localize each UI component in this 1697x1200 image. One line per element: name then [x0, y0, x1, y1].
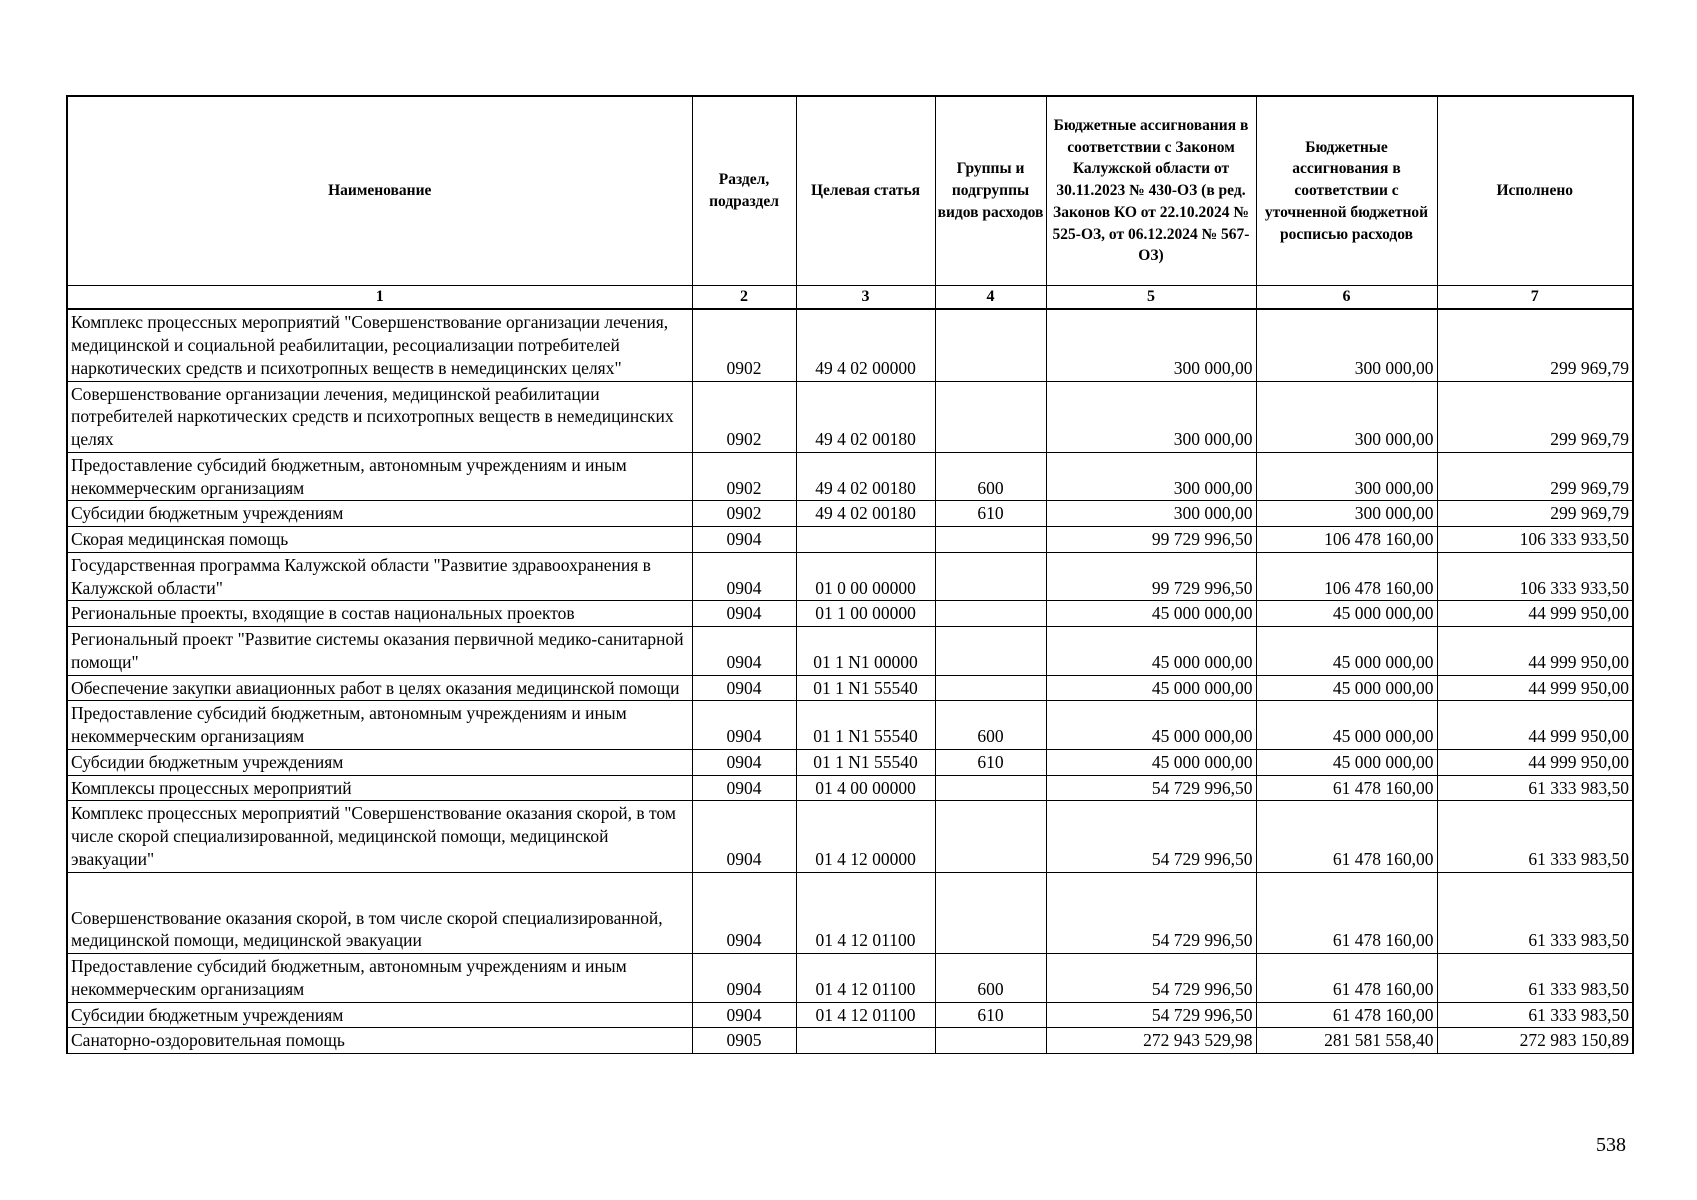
row-law-allocation: 300 000,00 — [1046, 501, 1256, 527]
row-law-allocation: 45 000 000,00 — [1046, 627, 1256, 676]
row-article: 49 4 02 00000 — [796, 309, 935, 381]
row-refined-allocation: 106 478 160,00 — [1256, 527, 1437, 553]
row-executed: 44 999 950,00 — [1437, 701, 1633, 750]
header-law-allocation: Бюджетные ассигнования в соответствии с Законом Калужской области от 30.11.2023 № 430-ОЗ (в ред. Законов КО от 22.10.2024 № 525-ОЗ, от 06.12.2024 № 567-ОЗ) — [1046, 96, 1256, 286]
row-refined-allocation: 45 000 000,00 — [1256, 627, 1437, 676]
row-group — [935, 601, 1046, 627]
row-law-allocation: 54 729 996,50 — [1046, 872, 1256, 954]
row-group — [935, 872, 1046, 954]
row-section: 0904 — [692, 601, 796, 627]
table-row — [67, 601, 1633, 627]
row-executed: 61 333 983,50 — [1437, 872, 1633, 954]
row-executed: 299 969,79 — [1437, 452, 1633, 501]
header-refined-allocation: Бюджетные ассигнования в соответствии с уточненной бюджетной росписью расходов — [1256, 96, 1437, 286]
row-section: 0902 — [692, 309, 796, 381]
row-name: Комплекс процессных мероприятий "Совершенствование организации лечения, медицинской и социальной реабилитации, ресоциализации потребителей наркотических средств и психотропных веществ в немедицинских целях" — [67, 309, 692, 381]
row-executed: 299 969,79 — [1437, 501, 1633, 527]
row-refined-allocation: 300 000,00 — [1256, 501, 1437, 527]
row-group: 600 — [935, 954, 1046, 1003]
column-number: 3 — [796, 286, 935, 310]
row-group — [935, 309, 1046, 381]
row-article: 01 1 N1 55540 — [796, 675, 935, 701]
row-law-allocation: 45 000 000,00 — [1046, 701, 1256, 750]
row-group — [935, 1028, 1046, 1054]
row-name: Комплекс процессных мероприятий "Совершенствование оказания скорой, в том числе скорой специализированной, медицинской помощи, медицинской эвакуации" — [67, 801, 692, 872]
table-row — [67, 552, 1633, 601]
row-name: Предоставление субсидий бюджетным, автономным учреждениям и иным некоммерческим организациям — [67, 954, 692, 1003]
row-executed: 44 999 950,00 — [1437, 627, 1633, 676]
row-refined-allocation: 106 478 160,00 — [1256, 552, 1437, 601]
row-article: 49 4 02 00180 — [796, 452, 935, 501]
table-row — [67, 701, 1633, 750]
row-section: 0902 — [692, 381, 796, 452]
row-article: 49 4 02 00180 — [796, 381, 935, 452]
row-article: 01 4 00 00000 — [796, 775, 935, 801]
column-number: 4 — [935, 286, 1046, 310]
row-executed: 299 969,79 — [1437, 381, 1633, 452]
row-executed: 61 333 983,50 — [1437, 801, 1633, 872]
row-name: Субсидии бюджетным учреждениям — [67, 1002, 692, 1028]
row-law-allocation: 300 000,00 — [1046, 381, 1256, 452]
table-row — [67, 501, 1633, 527]
row-name: Региональные проекты, входящие в состав национальных проектов — [67, 601, 692, 627]
row-refined-allocation: 45 000 000,00 — [1256, 749, 1437, 775]
row-executed: 272 983 150,89 — [1437, 1028, 1633, 1054]
row-law-allocation: 99 729 996,50 — [1046, 552, 1256, 601]
row-executed: 299 969,79 — [1437, 309, 1633, 381]
row-law-allocation: 54 729 996,50 — [1046, 1002, 1256, 1028]
row-article: 49 4 02 00180 — [796, 501, 935, 527]
row-section: 0904 — [692, 552, 796, 601]
row-article — [796, 527, 935, 553]
row-executed: 106 333 933,50 — [1437, 527, 1633, 553]
row-section: 0902 — [692, 501, 796, 527]
column-number: 6 — [1256, 286, 1437, 310]
row-group — [935, 552, 1046, 601]
row-group — [935, 627, 1046, 676]
row-name: Предоставление субсидий бюджетным, автономным учреждениям и иным некоммерческим организациям — [67, 701, 692, 750]
row-group — [935, 801, 1046, 872]
table-row — [67, 749, 1633, 775]
table-header-row — [67, 96, 1633, 286]
row-refined-allocation: 61 478 160,00 — [1256, 801, 1437, 872]
row-refined-allocation: 45 000 000,00 — [1256, 601, 1437, 627]
row-name: Совершенствование организации лечения, медицинской реабилитации потребителей наркотических средств и психотропных веществ в немедицинских целях — [67, 381, 692, 452]
row-name: Обеспечение закупки авиационных работ в целях оказания медицинской помощи — [67, 675, 692, 701]
table-row — [67, 1002, 1633, 1028]
row-refined-allocation: 300 000,00 — [1256, 452, 1437, 501]
row-refined-allocation: 61 478 160,00 — [1256, 872, 1437, 954]
row-name: Санаторно-оздоровительная помощь — [67, 1028, 692, 1054]
row-section: 0904 — [692, 627, 796, 676]
row-article: 01 1 N1 00000 — [796, 627, 935, 676]
row-section: 0904 — [692, 872, 796, 954]
table-row — [67, 1028, 1633, 1054]
row-article: 01 4 12 00000 — [796, 801, 935, 872]
row-executed: 44 999 950,00 — [1437, 675, 1633, 701]
row-name: Государственная программа Калужской области "Развитие здравоохранения в Калужской области" — [67, 552, 692, 601]
row-refined-allocation: 61 478 160,00 — [1256, 775, 1437, 801]
row-executed: 61 333 983,50 — [1437, 775, 1633, 801]
row-section: 0902 — [692, 452, 796, 501]
row-law-allocation: 99 729 996,50 — [1046, 527, 1256, 553]
header-name: Наименование — [67, 96, 692, 286]
row-name: Комплексы процессных мероприятий — [67, 775, 692, 801]
row-refined-allocation: 61 478 160,00 — [1256, 954, 1437, 1003]
row-group: 610 — [935, 749, 1046, 775]
header-group: Группы и подгруппы видов расходов — [935, 96, 1046, 286]
row-law-allocation: 54 729 996,50 — [1046, 954, 1256, 1003]
row-section: 0904 — [692, 701, 796, 750]
table-row — [67, 452, 1633, 501]
table-row — [67, 775, 1633, 801]
row-executed: 61 333 983,50 — [1437, 954, 1633, 1003]
table-row — [67, 527, 1633, 553]
row-section: 0904 — [692, 675, 796, 701]
row-name: Субсидии бюджетным учреждениям — [67, 501, 692, 527]
column-number: 7 — [1437, 286, 1633, 310]
table-row — [67, 801, 1633, 872]
row-law-allocation: 300 000,00 — [1046, 309, 1256, 381]
row-article: 01 1 00 00000 — [796, 601, 935, 627]
row-section: 0904 — [692, 1002, 796, 1028]
row-name: Предоставление субсидий бюджетным, автономным учреждениям и иным некоммерческим организациям — [67, 452, 692, 501]
row-law-allocation: 272 943 529,98 — [1046, 1028, 1256, 1054]
column-number: 5 — [1046, 286, 1256, 310]
row-group: 600 — [935, 701, 1046, 750]
row-executed: 106 333 933,50 — [1437, 552, 1633, 601]
table-row — [67, 954, 1633, 1003]
row-law-allocation: 45 000 000,00 — [1046, 749, 1256, 775]
table-row — [67, 309, 1633, 381]
column-number: 1 — [67, 286, 692, 310]
row-article — [796, 1028, 935, 1054]
row-group — [935, 527, 1046, 553]
row-article: 01 4 12 01100 — [796, 954, 935, 1003]
row-name: Совершенствование оказания скорой, в том числе скорой специализированной, медицинской помощи, медицинской эвакуации — [67, 872, 692, 954]
table-row — [67, 675, 1633, 701]
row-group: 610 — [935, 1002, 1046, 1028]
column-number-row — [67, 286, 1633, 310]
row-section: 0905 — [692, 1028, 796, 1054]
row-refined-allocation: 300 000,00 — [1256, 381, 1437, 452]
row-law-allocation: 45 000 000,00 — [1046, 675, 1256, 701]
row-group — [935, 675, 1046, 701]
table-row — [67, 872, 1633, 954]
row-name: Региональный проект "Развитие системы оказания первичной медико-санитарной помощи" — [67, 627, 692, 676]
row-section: 0904 — [692, 527, 796, 553]
row-section: 0904 — [692, 801, 796, 872]
table-row — [67, 381, 1633, 452]
row-law-allocation: 45 000 000,00 — [1046, 601, 1256, 627]
row-executed: 44 999 950,00 — [1437, 601, 1633, 627]
row-section: 0904 — [692, 954, 796, 1003]
row-article: 01 1 N1 55540 — [796, 749, 935, 775]
row-section: 0904 — [692, 749, 796, 775]
row-group — [935, 775, 1046, 801]
row-name: Субсидии бюджетным учреждениям — [67, 749, 692, 775]
row-section: 0904 — [692, 775, 796, 801]
row-article: 01 4 12 01100 — [796, 872, 935, 954]
row-group — [935, 381, 1046, 452]
page-number: 538 — [1596, 1134, 1626, 1156]
row-article: 01 4 12 01100 — [796, 1002, 935, 1028]
row-executed: 61 333 983,50 — [1437, 1002, 1633, 1028]
row-name: Скорая медицинская помощь — [67, 527, 692, 553]
row-article: 01 0 00 00000 — [796, 552, 935, 601]
budget-table — [66, 95, 1634, 1054]
row-refined-allocation: 45 000 000,00 — [1256, 675, 1437, 701]
row-group: 610 — [935, 501, 1046, 527]
row-executed: 44 999 950,00 — [1437, 749, 1633, 775]
row-law-allocation: 54 729 996,50 — [1046, 775, 1256, 801]
row-group: 600 — [935, 452, 1046, 501]
column-number: 2 — [692, 286, 796, 310]
row-law-allocation: 300 000,00 — [1046, 452, 1256, 501]
row-article: 01 1 N1 55540 — [796, 701, 935, 750]
row-refined-allocation: 45 000 000,00 — [1256, 701, 1437, 750]
row-refined-allocation: 61 478 160,00 — [1256, 1002, 1437, 1028]
row-refined-allocation: 281 581 558,40 — [1256, 1028, 1437, 1054]
header-article: Целевая статья — [796, 96, 935, 286]
table-row — [67, 627, 1633, 676]
header-executed: Исполнено — [1437, 96, 1633, 286]
row-refined-allocation: 300 000,00 — [1256, 309, 1437, 381]
row-law-allocation: 54 729 996,50 — [1046, 801, 1256, 872]
header-section: Раздел, подраздел — [692, 96, 796, 286]
